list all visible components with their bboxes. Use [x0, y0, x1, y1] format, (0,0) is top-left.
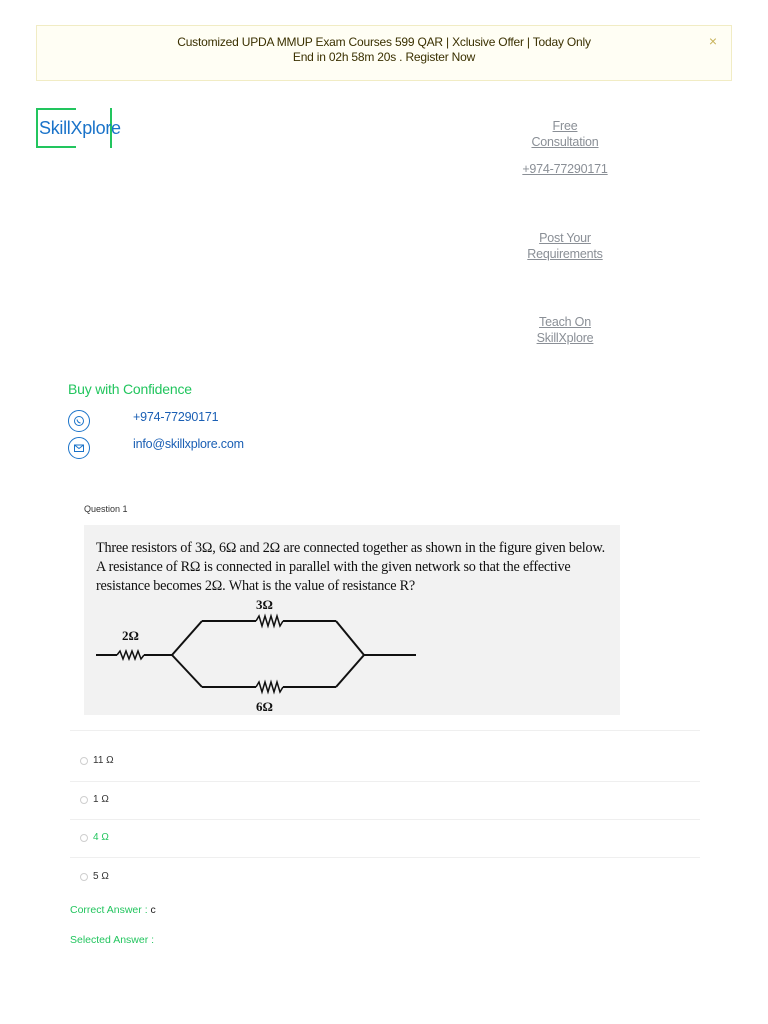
question-number: Question 1: [84, 504, 128, 514]
logo-frame-top: [36, 108, 76, 110]
promo-text-line1[interactable]: Customized UPDA MMUP Exam Courses 599 QAR | Xclusive Offer | Today Only: [177, 35, 591, 49]
option-b[interactable]: [80, 794, 109, 805]
promo-banner: [36, 25, 732, 81]
contact-phone[interactable]: +974-77290171: [133, 410, 219, 424]
correct-answer: [70, 904, 156, 916]
radio-icon[interactable]: [80, 834, 88, 842]
logo-text: SkillXplore: [39, 118, 121, 138]
correct-answer-label: Correct Answer :: [70, 904, 151, 916]
option-divider: [70, 819, 700, 820]
teach-line2: SkillXplore: [536, 331, 594, 345]
option-d[interactable]: [80, 871, 109, 882]
post-requirements-line1: Post Your: [539, 231, 591, 245]
free-consultation-link[interactable]: [520, 118, 610, 150]
option-d-label: 5 Ω: [93, 871, 109, 882]
circuit-diagram: [84, 525, 620, 715]
mail-icon[interactable]: [68, 437, 90, 459]
selected-answer-label: Selected Answer :: [70, 934, 155, 946]
option-divider: [70, 730, 700, 731]
radio-icon[interactable]: [80, 873, 88, 881]
teach-line1: Teach On: [539, 315, 591, 329]
teach-on-skillxplore-link[interactable]: [510, 314, 620, 346]
contact-email[interactable]: info@skillxplore.com: [133, 437, 244, 451]
selected-answer: [70, 934, 154, 946]
correct-answer-value: c: [150, 904, 156, 916]
question-text: Three resistors of 3Ω, 6Ω and 2Ω are connected together as shown in the figure given below. A resistance of RΩ is connected in parallel with the given network so that the effective resistance becomes 2Ω. What is the value of resistance R?: [96, 540, 605, 594]
option-a[interactable]: [80, 755, 114, 766]
logo-frame-bottom: [36, 146, 76, 148]
label-2ohm: 2Ω: [122, 628, 139, 643]
radio-icon[interactable]: [80, 796, 88, 804]
label-3ohm: 3Ω: [256, 597, 273, 612]
option-a-label: 11 Ω: [93, 755, 114, 766]
close-icon[interactable]: ×: [708, 33, 717, 49]
free-consultation-line1: Free: [552, 119, 578, 133]
question-image: [84, 525, 620, 715]
site-logo[interactable]: [36, 108, 156, 148]
option-c-label: 4 Ω: [93, 832, 109, 843]
option-c[interactable]: [80, 832, 109, 843]
logo-frame-left: [36, 108, 38, 148]
option-divider: [70, 781, 700, 782]
post-requirements-line2: Requirements: [527, 247, 603, 261]
promo-text-line2[interactable]: End in 02h 58m 20s . Register Now: [292, 50, 476, 64]
post-requirements-link[interactable]: [510, 230, 620, 262]
radio-icon[interactable]: [80, 757, 88, 765]
header-phone-link[interactable]: +974-77290171: [522, 162, 608, 176]
free-consultation-line2: Consultation: [531, 135, 599, 149]
option-divider: [70, 857, 700, 858]
whatsapp-icon[interactable]: [68, 410, 90, 432]
option-b-label: 1 Ω: [93, 794, 109, 805]
label-6ohm: 6Ω: [256, 699, 273, 714]
buy-with-confidence-title: Buy with Confidence: [68, 381, 192, 397]
